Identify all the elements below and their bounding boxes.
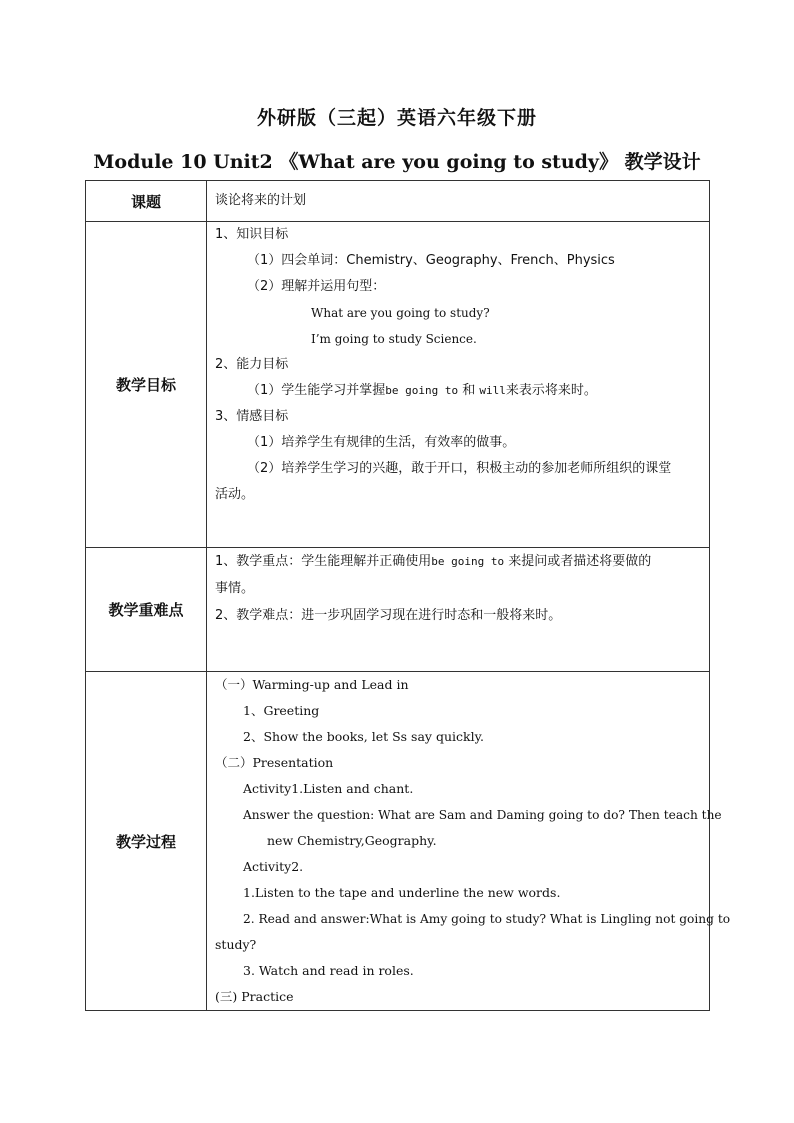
- ability-item-1: [215, 378, 701, 404]
- lesson-plan-table: [85, 180, 731, 1011]
- table-row-process: [86, 672, 710, 1011]
- keypoint-2: 2、教学难点：进一步巩固学习现在进行时态和一般将来时。: [215, 608, 562, 623]
- sentence-pattern-1: What are you going to study?: [311, 306, 490, 320]
- process-line-8: Activity2.: [243, 859, 304, 874]
- content-keypoints: [207, 548, 710, 672]
- topic-text: 谈论将来的计划: [215, 193, 307, 208]
- label-topic: 课题: [86, 181, 207, 222]
- process-line-12: 3. Watch and read in roles.: [243, 963, 414, 978]
- keypoint-1-cont: 事情。: [215, 581, 255, 596]
- label-keypoints: 教学重难点: [86, 548, 207, 672]
- knowledge-heading: 1、知识目标: [215, 227, 289, 242]
- sentence-pattern-2: I’m going to study Science.: [311, 332, 477, 346]
- code-be-going-to-2: be going to: [431, 555, 505, 568]
- emotion-heading: 3、情感目标: [215, 409, 289, 424]
- knowledge-item-1: （1）四会单词：Chemistry、Geography、French、Physics: [247, 253, 615, 268]
- ability-heading: 2、能力目标: [215, 357, 289, 372]
- process-line-9: 1.Listen to the tape and underline the new words.: [243, 885, 561, 900]
- process-line-2: 1、Greeting: [243, 703, 320, 718]
- content-objectives: [207, 222, 710, 548]
- label-objectives: 教学目标: [86, 222, 207, 548]
- table-row-keypoints: [86, 548, 710, 672]
- content-topic: [207, 181, 710, 222]
- keypoint-1-pre: 1、教学重点：学生能理解并正确使用: [215, 554, 432, 569]
- process-line-5: Activity1.Listen and chant.: [243, 781, 414, 796]
- process-line-11: study?: [215, 937, 257, 952]
- keypoint-1-post: 来提问或者描述将要做的: [504, 554, 652, 569]
- process-line-1: （一）Warming-up and Lead in: [215, 677, 409, 692]
- process-line-13: (三) Practice: [215, 989, 294, 1004]
- document-title: 外研版（三起）英语六年级下册: [256, 107, 537, 129]
- process-line-3: 2、Show the books, let Ss say quickly.: [243, 729, 484, 744]
- process-line-4: （二）Presentation: [215, 755, 334, 770]
- table-row-topic: [86, 181, 710, 222]
- ability-text-mid: 和: [458, 383, 480, 398]
- emotion-item-2-cont: 活动。: [215, 487, 255, 502]
- table-row-objectives: [86, 222, 710, 548]
- process-line-7: new Chemistry,Geography.: [267, 833, 437, 848]
- code-will: will: [479, 384, 506, 397]
- code-be-going-to: be going to: [385, 384, 459, 397]
- process-line-6: Answer the question: What are Sam and Daming going to do? Then teach the: [243, 808, 722, 822]
- ability-text-post: 来表示将来时。: [505, 383, 597, 398]
- ability-text-pre: （1）学生能学习并掌握: [247, 383, 386, 398]
- keypoint-1: [215, 548, 701, 575]
- process-line-10: 2. Read and answer:What is Amy going to study? What is Lingling not going to: [243, 912, 731, 926]
- content-process: [207, 672, 731, 1011]
- document-subtitle: Module 10 Unit2 《What are you going to study》 教学设计: [93, 151, 701, 173]
- emotion-item-2: （2）培养学生学习的兴趣，敢于开口，积极主动的参加老师所组织的课堂: [247, 461, 672, 476]
- label-process: 教学过程: [86, 672, 207, 1011]
- knowledge-item-2: （2）理解并运用句型：: [247, 279, 386, 294]
- emotion-item-1: （1）培养学生有规律的生活，有效率的做事。: [247, 435, 516, 450]
